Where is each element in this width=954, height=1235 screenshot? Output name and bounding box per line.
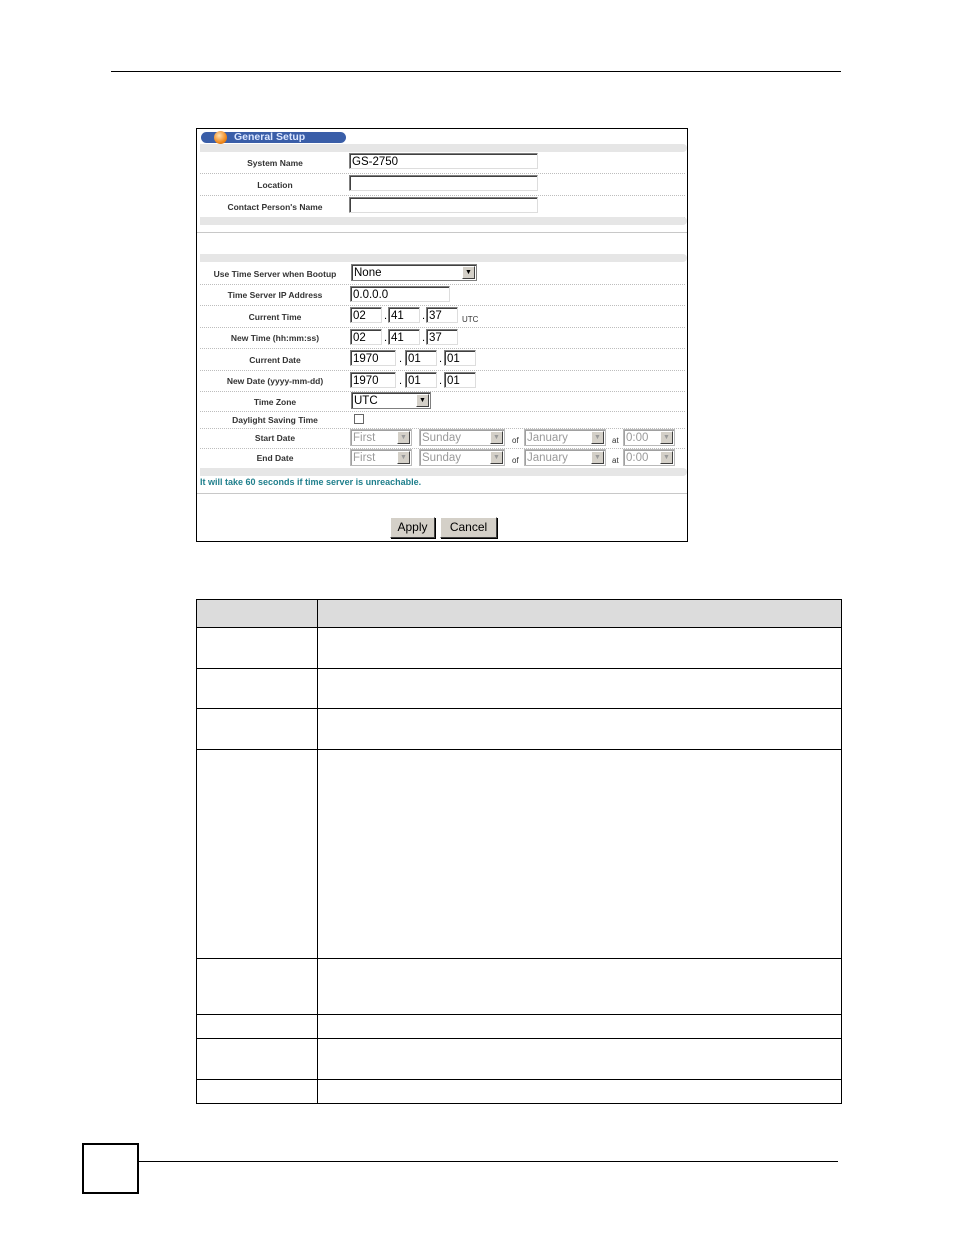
current-year-input[interactable]: 1970 — [350, 350, 396, 366]
current-hour-input[interactable]: 02 — [350, 307, 382, 323]
time-server-label: Use Time Server when Bootup — [213, 269, 337, 279]
row-ip — [200, 284, 685, 306]
contact-input[interactable] — [349, 197, 538, 213]
end-month-select[interactable] — [524, 449, 606, 466]
chevron-down-icon[interactable]: ▼ — [397, 451, 410, 464]
time-server-select[interactable] — [351, 264, 477, 281]
contact-label: Contact Person's Name — [227, 202, 323, 212]
row-time-zone — [200, 391, 685, 412]
row-start-date — [200, 428, 685, 449]
chevron-down-icon[interactable]: ▼ — [591, 431, 604, 444]
panel-title-bar — [201, 132, 346, 143]
time-zone-value: UTC — [354, 395, 378, 407]
table-cell — [318, 628, 842, 669]
separator: . — [422, 310, 426, 322]
row-system-name — [200, 151, 685, 174]
separator: . — [384, 332, 388, 344]
table-cell — [197, 669, 318, 709]
table-row — [197, 1080, 842, 1104]
row-contact — [200, 195, 685, 218]
new-month-input[interactable]: 01 — [405, 372, 437, 388]
table-row — [197, 709, 842, 750]
new-minute-input[interactable]: 41 — [388, 329, 420, 345]
start-week-select[interactable] — [350, 429, 412, 446]
chevron-down-icon[interactable]: ▼ — [462, 266, 475, 279]
chevron-down-icon[interactable]: ▼ — [660, 431, 673, 444]
end-week-value: First — [353, 452, 376, 464]
start-date-label: Start Date — [254, 433, 296, 443]
current-day-input[interactable]: 01 — [444, 350, 476, 366]
separator: . — [439, 353, 443, 365]
separator: . — [422, 332, 426, 344]
section-divider — [197, 232, 687, 233]
group-band — [200, 468, 687, 476]
chevron-down-icon[interactable]: ▼ — [416, 394, 429, 407]
current-month-input[interactable]: 01 — [405, 350, 437, 366]
row-end-date — [200, 448, 685, 468]
table-row — [197, 1015, 842, 1039]
header-rule — [111, 71, 841, 72]
table-row — [197, 750, 842, 959]
row-location — [200, 173, 685, 196]
separator: . — [399, 353, 403, 365]
system-name-input[interactable]: GS-2750 — [349, 153, 538, 169]
at-text: at — [612, 456, 619, 465]
current-minute-input[interactable]: 41 — [388, 307, 420, 323]
table-cell — [318, 669, 842, 709]
end-day-select[interactable] — [419, 449, 505, 466]
system-name-label: System Name — [247, 158, 303, 168]
end-time-select[interactable] — [623, 449, 675, 466]
new-year-input[interactable]: 1970 — [350, 372, 396, 388]
dst-label: Daylight Saving Time — [232, 415, 318, 425]
footer-rule — [139, 1161, 838, 1162]
end-date-label: End Date — [256, 453, 294, 463]
time-server-note: It will take 60 seconds if time server is unreachable. — [200, 477, 422, 487]
ip-input[interactable]: 0.0.0.0 — [350, 286, 450, 302]
time-server-value: None — [354, 267, 382, 279]
table-cell — [197, 1080, 318, 1104]
at-text: at — [612, 436, 619, 445]
table-header-cell — [197, 600, 318, 628]
table-cell — [318, 1080, 842, 1104]
row-current-time — [200, 305, 685, 328]
table-cell — [318, 1015, 842, 1039]
start-month-select[interactable] — [524, 429, 606, 446]
table-cell — [318, 1039, 842, 1080]
start-day-select[interactable] — [419, 429, 505, 446]
start-month-value: January — [527, 432, 568, 444]
row-new-date — [200, 370, 685, 392]
new-time-label: New Time (hh:mm:ss) — [230, 333, 320, 343]
end-time-value: 0:00 — [626, 452, 649, 464]
current-second-input[interactable]: 37 — [426, 307, 458, 323]
table-cell — [318, 750, 842, 959]
row-dst — [200, 411, 685, 429]
group-band — [200, 217, 687, 225]
start-time-select[interactable] — [623, 429, 675, 446]
of-text: of — [512, 436, 519, 445]
table-cell — [197, 628, 318, 669]
of-text: of — [512, 456, 519, 465]
new-date-label: New Date (yyyy-mm-dd) — [226, 376, 324, 386]
table-cell — [318, 709, 842, 750]
start-time-value: 0:00 — [626, 432, 649, 444]
time-zone-label: Time Zone — [253, 397, 297, 407]
separator: . — [399, 375, 403, 387]
page-number-box — [82, 1143, 139, 1194]
table-cell — [197, 709, 318, 750]
button-divider — [197, 493, 687, 494]
end-day-value: Sunday — [422, 452, 462, 464]
table-cell — [318, 959, 842, 1015]
new-hour-input[interactable]: 02 — [350, 329, 382, 345]
table-row — [197, 669, 842, 709]
table-cell — [197, 750, 318, 959]
table-row — [197, 959, 842, 1015]
location-input[interactable] — [349, 175, 538, 191]
location-label: Location — [257, 180, 293, 190]
row-new-time — [200, 327, 685, 349]
dst-checkbox[interactable] — [354, 414, 364, 424]
start-day-value: Sunday — [422, 432, 462, 444]
chevron-down-icon[interactable]: ▼ — [490, 431, 503, 444]
new-second-input[interactable]: 37 — [426, 329, 458, 345]
table-row — [197, 628, 842, 669]
time-zone-select[interactable] — [351, 392, 431, 409]
table-header-cell — [318, 600, 842, 628]
chevron-down-icon[interactable]: ▼ — [490, 451, 503, 464]
new-day-input[interactable]: 01 — [444, 372, 476, 388]
apply-button[interactable]: Apply — [390, 517, 435, 538]
cancel-button[interactable]: Cancel — [440, 517, 497, 538]
row-current-date — [200, 348, 685, 371]
separator: . — [439, 375, 443, 387]
table-cell — [197, 959, 318, 1015]
utc-unit: UTC — [462, 315, 479, 324]
separator: . — [384, 310, 388, 322]
general-setup-screenshot — [196, 128, 688, 542]
chevron-down-icon[interactable]: ▼ — [660, 451, 673, 464]
current-date-label: Current Date — [249, 355, 301, 365]
table-header-row — [197, 600, 842, 628]
field-reference-table — [196, 599, 842, 1104]
chevron-down-icon[interactable]: ▼ — [591, 451, 604, 464]
current-time-label: Current Time — [248, 312, 302, 322]
table-cell — [197, 1039, 318, 1080]
end-month-value: January — [527, 452, 568, 464]
row-time-server — [200, 262, 685, 285]
start-week-value: First — [353, 432, 376, 444]
ip-label: Time Server IP Address — [227, 290, 323, 300]
chevron-down-icon[interactable]: ▼ — [397, 431, 410, 444]
table-cell — [197, 1015, 318, 1039]
group-band — [200, 254, 687, 262]
table-row — [197, 1039, 842, 1080]
panel-title: General Setup — [234, 131, 306, 143]
end-week-select[interactable] — [350, 449, 412, 466]
orb-icon — [214, 131, 227, 144]
